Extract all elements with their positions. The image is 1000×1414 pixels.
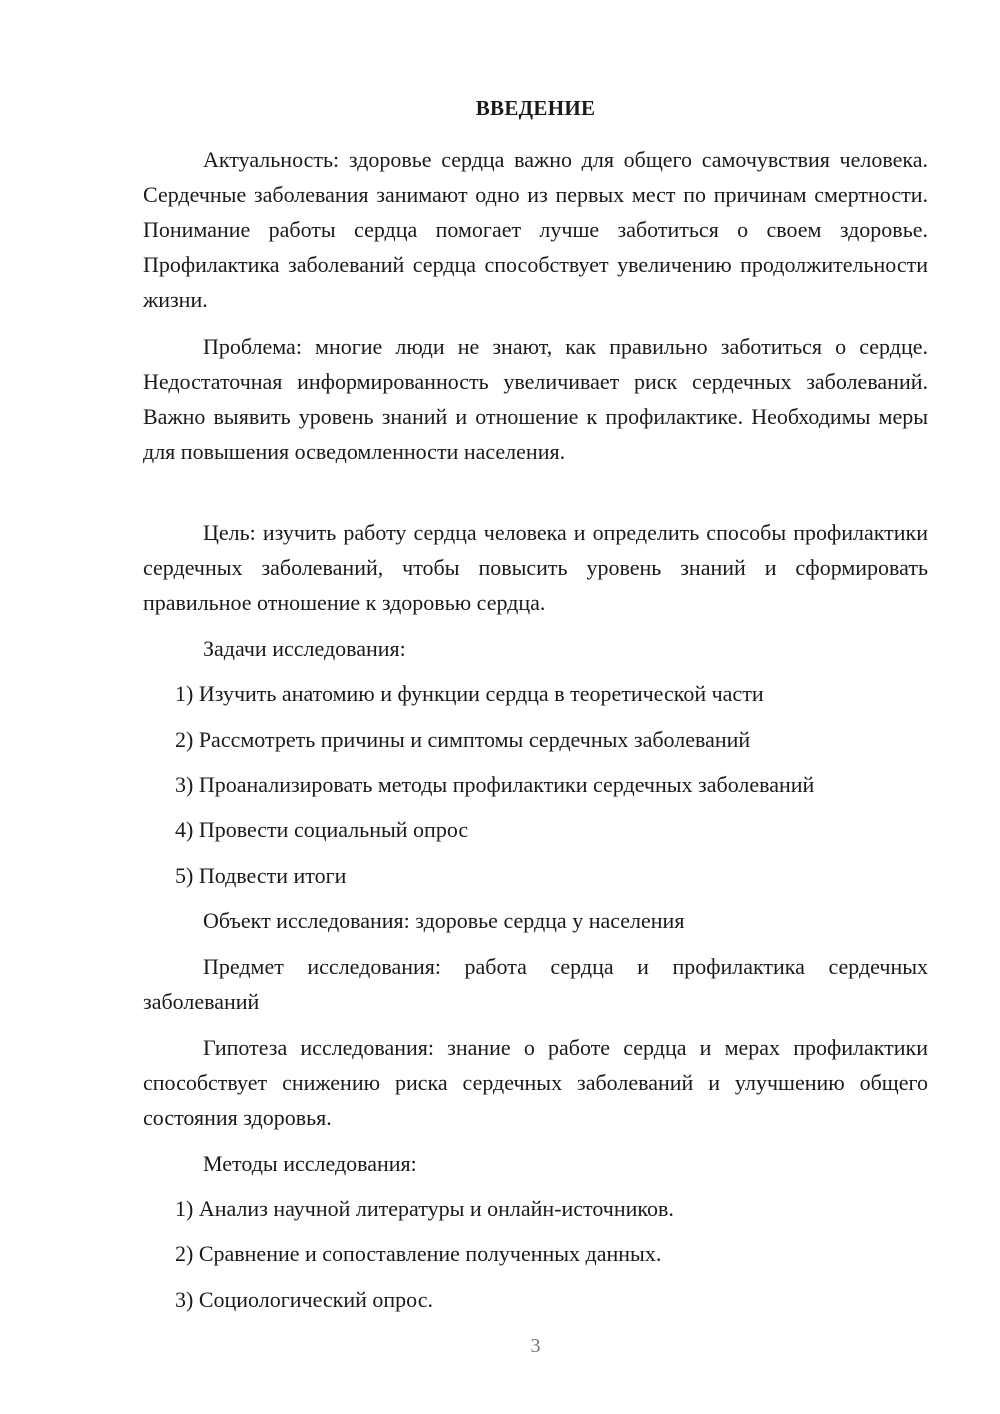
relevance-block [143, 142, 928, 317]
methods-list [143, 1191, 928, 1226]
task-item-1: 1) Изучить анатомию и функции сердца в теоретической части [175, 681, 764, 706]
relevance-paragraph: Актуальность: здоровье сердца важно для общего самочувствия человека. Сердечные заболевания занимают одно из первых мест по причинам смертности. Понимание работы сердца помогает лучше заботиться о своем здоровье. Профилактика заболеваний сердца способствует увеличению продолжительности жизни. [143, 147, 928, 312]
hypothesis-block [143, 1030, 928, 1135]
methods-list [143, 1236, 928, 1271]
object-paragraph: Объект исследования: здоровье сердца у населения [203, 908, 685, 933]
tasks-list [143, 858, 928, 893]
methods-list [143, 1282, 928, 1317]
method-item-3: 3) Социологический опрос. [175, 1287, 433, 1312]
problem-paragraph: Проблема: многие люди не знают, как правильно заботиться о сердце. Недостаточная информированность увеличивает риск сердечных заболеваний. Важно выявить уровень знаний и отношение к профилактике. Необходимы меры для повышения осведомленности населения. [143, 334, 928, 464]
task-item-2: 2) Рассмотреть причины и симптомы сердечных заболеваний [175, 727, 751, 752]
problem-block [143, 329, 928, 469]
tasks-heading-block [143, 631, 928, 666]
methods-heading: Методы исследования: [203, 1151, 417, 1176]
tasks-list [143, 812, 928, 847]
tasks-list [143, 676, 928, 711]
method-item-1: 1) Анализ научной литературы и онлайн-источников. [175, 1196, 674, 1221]
subject-paragraph: Предмет исследования: работа сердца и профилактика сердечных заболеваний [143, 954, 928, 1014]
task-item-4: 4) Провести социальный опрос [175, 817, 469, 842]
page-number: 3 [530, 1335, 541, 1357]
hypothesis-paragraph: Гипотеза исследования: знание о работе сердца и мерах профилактики способствует снижению риска сердечных заболеваний и улучшению общего состояния здоровья. [143, 1035, 928, 1130]
tasks-heading: Задачи исследования: [203, 636, 406, 661]
method-item-2: 2) Сравнение и сопоставление полученных данных. [175, 1241, 662, 1266]
section-title: ВВЕДЕНИЕ [475, 96, 596, 120]
task-item-5: 5) Подвести итоги [175, 863, 347, 888]
goal-block [143, 515, 928, 620]
goal-paragraph: Цель: изучить работу сердца человека и определить способы профилактики сердечных заболеваний, чтобы повысить уровень знаний и сформировать правильное отношение к здоровью сердца. [143, 520, 928, 615]
subject-block [143, 949, 928, 1019]
object-block [143, 903, 928, 938]
tasks-list [143, 722, 928, 757]
task-item-3: 3) Проанализировать методы профилактики сердечных заболеваний [175, 772, 815, 797]
tasks-list [143, 767, 928, 802]
methods-heading-block [143, 1146, 928, 1181]
